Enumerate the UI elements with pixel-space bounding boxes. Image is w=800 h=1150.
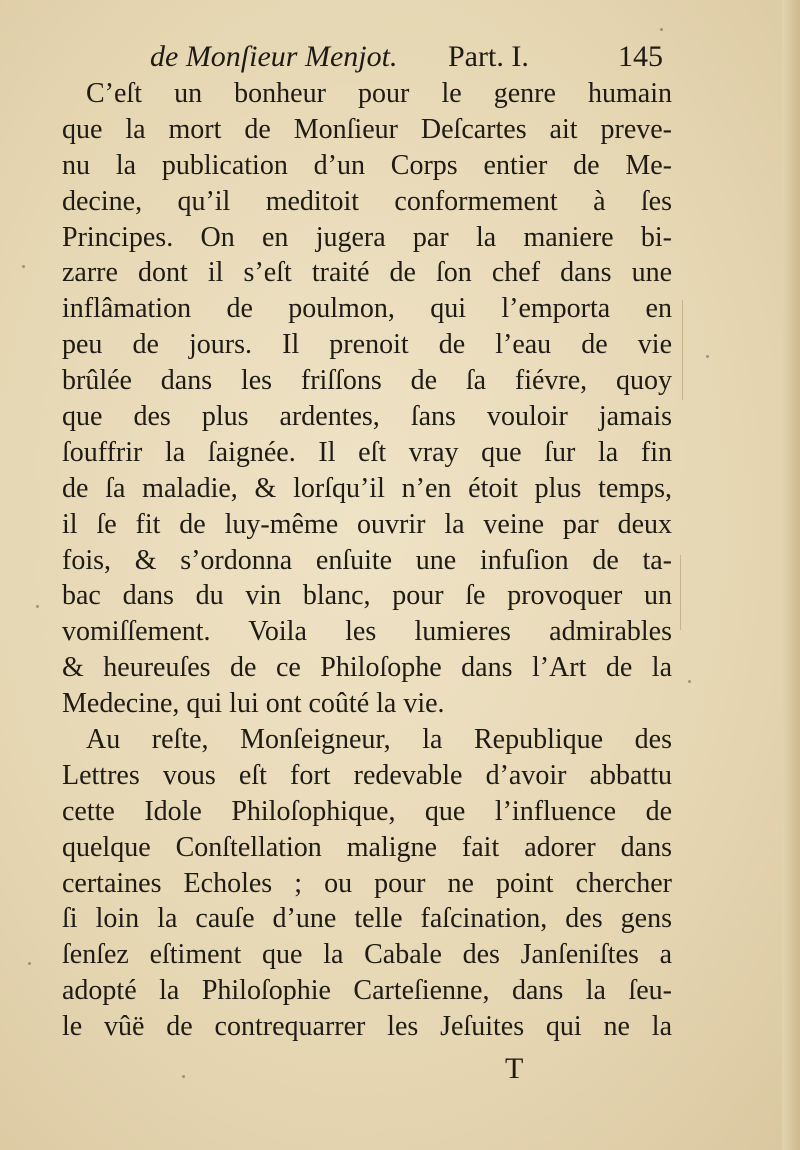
text-line: & heureuſes de ce Philoſophe dans l’Art de la [62,652,672,684]
text-line: decine, qu’il meditoit conformement à ſes [62,185,672,217]
text-line: Au reſte, Monſeigneur, la Republique des [86,724,672,756]
text-line: bac dans du vin blanc, pour ſe provoquer un [62,580,672,612]
text-line: ſi loin la cauſe d’une telle faſcination, des gens [62,903,672,935]
body-text [62,76,672,1045]
part-label: Part. I. [448,40,529,73]
text-line: certaines Echoles ; ou pour ne point chercher [62,867,672,899]
text-line: que la mort de Monſieur Deſcartes ait preve- [62,113,672,145]
page-edge [782,0,800,1150]
margin-mark [680,555,681,630]
text-line: que des plus ardentes, ſans vouloir jamais [62,401,672,433]
text-line: fois, & s’ordonna enſuite une infuſion de ta- [62,544,672,576]
text-line: ſouffrir la ſaignée. Il eſt vray que ſur la fin [62,436,672,468]
text-line: C’eſt un bonheur pour le genre humain [86,78,672,109]
text-line: zarre dont il s’eſt traité de ſon chef dans une [62,257,672,289]
page-number: 145 [618,40,663,73]
speck [22,265,25,268]
text-line: vomiſſement. Voila les lumieres admirables [62,616,672,648]
paragraph-2 [62,722,672,1045]
speck [660,28,663,31]
text-line: Lettres vous eſt fort redevable d’avoir abbattu [62,759,672,791]
margin-mark [682,300,683,400]
speck [182,1075,185,1078]
speck [36,605,39,608]
paragraph-1 [62,76,672,722]
text-line: peu de jours. Il prenoit de l’eau de vie [62,329,672,361]
speck [706,355,709,358]
text-line: inflâmation de poulmon, qui l’emporta en [62,293,672,325]
text-line: brûlée dans les friſſons de ſa fiévre, quoy [62,365,672,397]
text-line: cette Idole Philoſophique, que l’influence de [62,795,672,827]
text-line: le vûë de contrequarrer les Jeſuites qui ne la [62,1011,672,1043]
text-line: quelque Conſtellation maligne fait adorer dans [62,831,672,863]
text-line: Principes. On en jugera par la maniere bi- [62,221,672,253]
text-line: nu la publication d’un Corps entier de Me- [62,149,672,181]
text-line: il ſe fit de luy-même ouvrir la veine par deux [62,508,672,540]
signature-mark: T [505,1052,524,1085]
text-line: adopté la Philoſophie Carteſienne, dans la ſeu- [62,975,672,1007]
text-line: Medecine, qui lui ont coûté la vie. [62,688,445,720]
text-line: de ſa maladie, & lorſqu’il n’en étoit plus temps, [62,472,672,504]
speck [28,962,31,965]
running-title: de Monſieur Menjot. [150,40,398,73]
text-line: ſenſez eſtiment que la Cabale des Janſeniſtes a [62,939,672,971]
speck [688,680,691,683]
